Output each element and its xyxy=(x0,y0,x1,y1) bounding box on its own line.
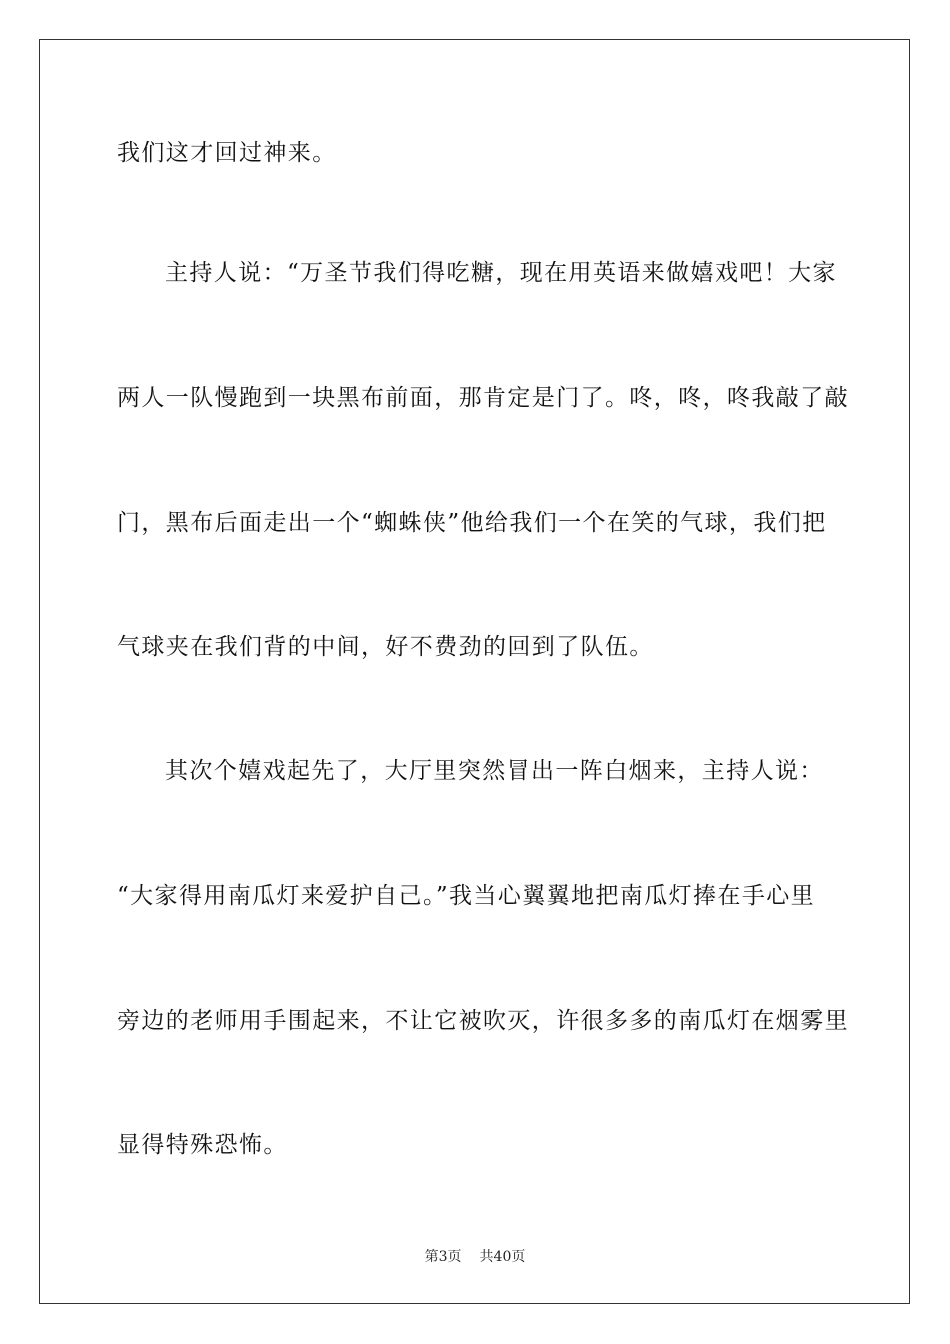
paragraph-line: 旁边的老师用手围起来，不让它被吹灭，许很多多的南瓜灯在烟雾里 xyxy=(117,1008,849,1034)
page-border xyxy=(39,39,910,1304)
page-number: 第3页 xyxy=(424,1249,462,1265)
paragraph-line: 其次个嬉戏起先了，大厅里突然冒出一阵白烟来，主持人说： xyxy=(165,758,824,784)
page-total: 共40页 xyxy=(479,1249,526,1265)
paragraph-line: 气球夹在我们背的中间，好不费劲的回到了队伍。 xyxy=(117,634,654,660)
paragraph-line: 两人一队慢跑到一块黑布前面，那肯定是门了。咚，咚，咚我敲了敲 xyxy=(117,385,849,411)
paragraph-line: 我们这才回过神来。 xyxy=(117,140,337,166)
page-footer xyxy=(0,1248,950,1266)
paragraph-line: 门，黑布后面走出一个“蜘蛛侠”他给我们一个在笑的气球，我们把 xyxy=(117,510,827,536)
paragraph-line: 主持人说：“万圣节我们得吃糖，现在用英语来做嬉戏吧！大家 xyxy=(165,260,837,286)
paragraph-line: “大家得用南瓜灯来爱护自己。”我当心翼翼地把南瓜灯捧在手心里 xyxy=(117,883,816,909)
paragraph-line: 显得特殊恐怖。 xyxy=(117,1132,288,1158)
